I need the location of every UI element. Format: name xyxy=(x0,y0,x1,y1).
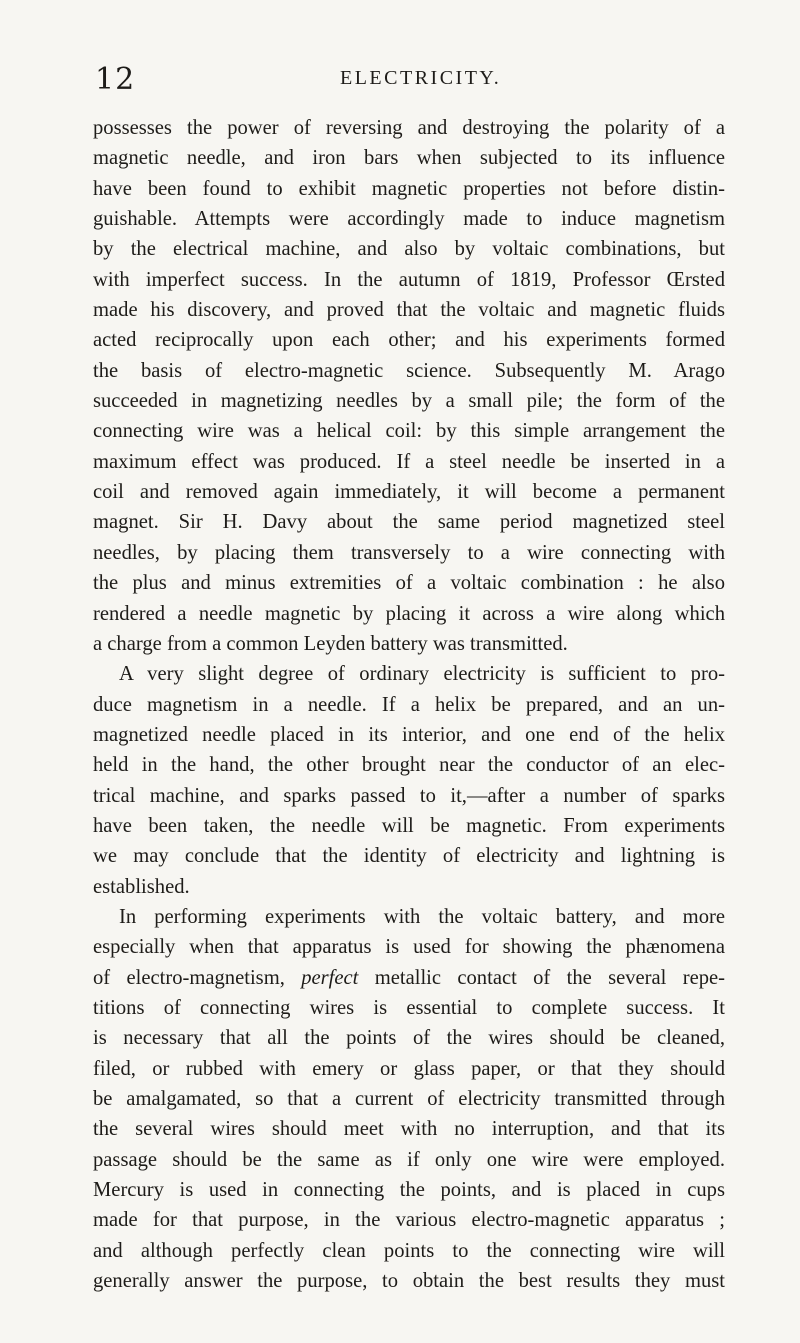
text-line: Mercury is used in connecting the points, and is placed in cups xyxy=(93,1179,725,1202)
text-line: magnetized needle placed in its interior, and one end of the helix xyxy=(93,723,725,746)
text-line-with-emphasis xyxy=(93,963,725,993)
emphasized-word: perfect xyxy=(301,966,359,989)
paragraph-end-line: a charge from a common Leyden battery was transmitted. xyxy=(93,632,568,655)
text-line: magnetic needle, and iron bars when subjected to its influence xyxy=(93,147,725,170)
text-line: filed, or rubbed with emery or glass paper, or that they should xyxy=(93,1057,725,1080)
text-fragment: metallic contact of the several repe- xyxy=(374,966,726,989)
text-line: duce magnetism in a needle. If a helix be prepared, and an un- xyxy=(93,693,725,716)
text-line: by the electrical machine, and also by voltaic combinations, but xyxy=(93,238,725,261)
running-title: ELECTRICITY. xyxy=(340,67,502,89)
text-line: made for that purpose, in the various electro-magnetic apparatus ; xyxy=(93,1209,725,1232)
page-number: 12 xyxy=(95,62,136,97)
paragraph-end-line: established. xyxy=(93,875,190,898)
body-text xyxy=(93,113,725,1296)
text-line: acted reciprocally upon each other; and his experiments formed xyxy=(93,329,725,352)
text-line: held in the hand, the other brought near the conductor of an elec- xyxy=(93,754,725,777)
text-line: rendered a needle magnetic by placing it across a wire along which xyxy=(93,602,725,625)
text-line: generally answer the purpose, to obtain the best results they must xyxy=(93,1270,725,1293)
text-line: the several wires should meet with no interruption, and that its xyxy=(93,1118,725,1141)
text-line: coil and removed again immediately, it will become a permanent xyxy=(93,481,725,504)
text-line: with imperfect success. In the autumn of 1819, Professor Œrsted xyxy=(93,268,725,291)
text-line: the plus and minus extremities of a voltaic combination : he also xyxy=(93,572,725,595)
text-fragment: of electro-magnetism, xyxy=(93,966,285,989)
text-line: possesses the power of reversing and destroying the polarity of a xyxy=(93,117,725,139)
text-line: have been taken, the needle will be magnetic. From experiments xyxy=(93,814,725,837)
text-line: passage should be the same as if only one wire were employed. xyxy=(93,1148,725,1171)
text-line: trical machine, and sparks passed to it,—after a number of sparks xyxy=(93,784,725,807)
text-line: connecting wire was a helical coil: by this simple arrangement the xyxy=(93,420,725,443)
text-line: maximum effect was produced. If a steel needle be inserted in a xyxy=(93,450,725,473)
text-line: have been found to exhibit magnetic properties not before distin- xyxy=(93,177,725,200)
text-line: titions of connecting wires is essential to complete success. It xyxy=(93,996,725,1019)
paragraph-start-line: In performing experiments with the voltaic battery, and more xyxy=(119,905,725,928)
text-line: be amalgamated, so that a current of electricity transmitted through xyxy=(93,1088,725,1110)
text-line: especially when that apparatus is used for showing the phænomena xyxy=(93,936,725,959)
text-line: the basis of electro-magnetic science. Subsequently M. Arago xyxy=(93,359,725,382)
text-line: guishable. Attempts were accordingly made to induce magnetism xyxy=(93,208,725,231)
text-line: and although perfectly clean points to the connecting wire will xyxy=(93,1239,725,1262)
text-line: made his discovery, and proved that the voltaic and magnetic fluids xyxy=(93,299,725,322)
page-header xyxy=(0,62,800,102)
text-line: needles, by placing them transversely to a wire connecting with xyxy=(93,541,725,564)
text-line: magnet. Sir H. Davy about the same period magnetized steel xyxy=(93,511,725,534)
text-line: is necessary that all the points of the wires should be cleaned, xyxy=(93,1027,725,1050)
text-line: succeeded in magnetizing needles by a small pile; the form of the xyxy=(93,390,725,413)
paragraph-start-line: A very slight degree of ordinary electricity is sufficient to pro- xyxy=(119,663,725,686)
text-line: we may conclude that the identity of electricity and lightning is xyxy=(93,845,725,868)
